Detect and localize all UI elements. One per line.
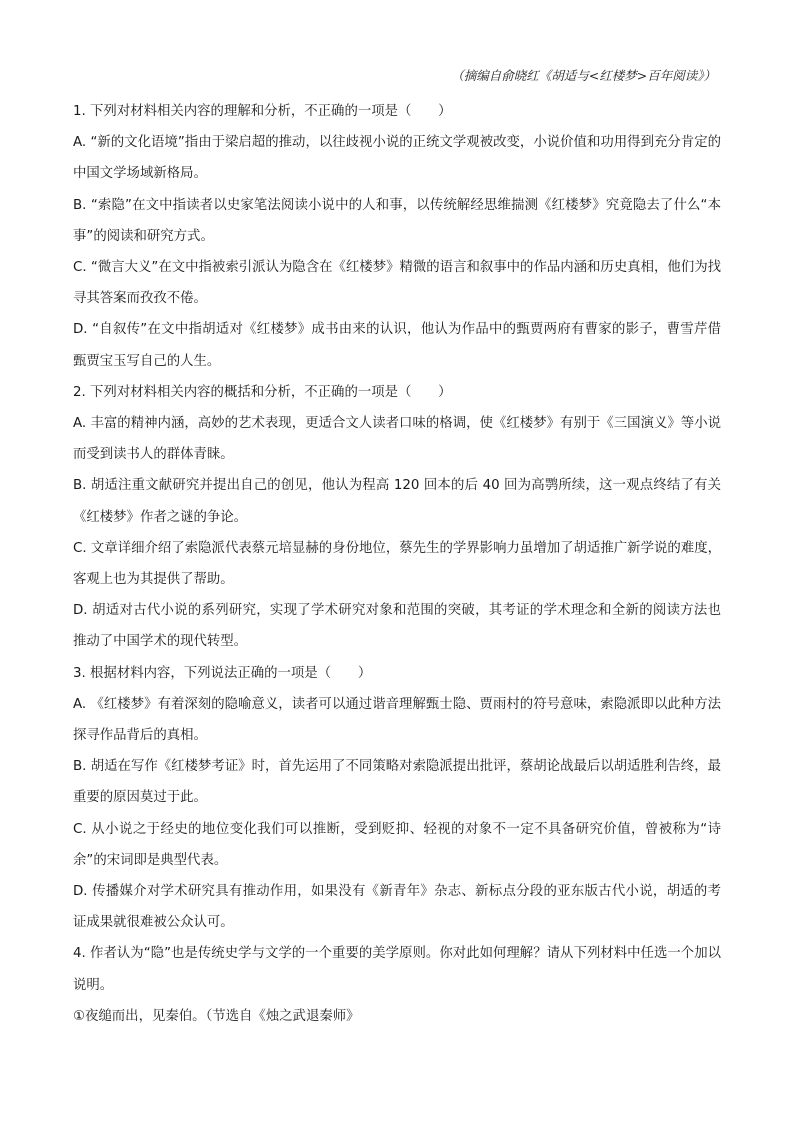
question-1-option-d: D. “自叙传”在文中指胡适对《红楼梦》成书由来的认识，他认为作品中的甄贾两府有曹家的影子，曹雪芹借甄贾宝玉写自己的人生。 xyxy=(73,322,721,369)
source-citation: （摘编自俞晓红《胡适与<红楼梦>百年阅读》） xyxy=(451,68,716,83)
question-3-option-b: B. 胡适在写作《红楼梦考证》时，首先运用了不同策略对索隐派提出批评，蔡胡论战最后以胡适胜利告终，最重要的原因莫过于此。 xyxy=(73,759,721,806)
question-3-option-d: D. 传播媒介对学术研究具有推动作用，如果没有《新青年》杂志、新标点分段的亚东版古代小说，胡适的考证成果就很难被公众认可。 xyxy=(73,884,721,931)
question-3-option-a: A. 《红楼梦》有着深刻的隐喻意义，读者可以通过谐音理解甄士隐、贾雨村的符号意味，索隐派即以此种方法探寻作品背后的真相。 xyxy=(73,696,721,744)
question-2-option-a: A. 丰富的精神内涵，高妙的艺术表现，更适合文人读者口味的格调，使《红楼梦》有别于《三国演义》等小说而受到读书人的群体青睐。 xyxy=(73,416,721,463)
question-4-material-1: ①夜缒而出，见秦伯。（节选自《烛之武退秦师》 xyxy=(73,1008,360,1024)
question-2-option-b: B. 胡适注重文献研究并提出自己的创见，他认为程高 120 回本的后 40 回为高鹗所续，这一观点终结了有关《红楼梦》作者之谜的争论。 xyxy=(73,478,721,525)
question-1-stem: 1. 下列对材料相关内容的理解和分析，不正确的一项是（ ） xyxy=(73,104,452,119)
question-2-stem: 2. 下列对材料相关内容的概括和分析，不正确的一项是（ ） xyxy=(73,384,452,400)
question-3-option-c: C. 从小说之于经史的地位变化我们可以推断，受到贬抑、轻视的对象不一定不具备研究价值，曾被称为“诗余”的宋词即是典型代表。 xyxy=(73,821,721,868)
question-1-option-b: B. “索隐”在文中指读者以史家笔法阅读小说中的人和事，以传统解经思维揣测《红楼梦》究竟隐去了什么“本事”的阅读和研究方式。 xyxy=(73,197,721,244)
question-3-stem: 3. 根据材料内容，下列说法正确的一项是（ ） xyxy=(73,665,372,681)
question-4-stem: 4. 作者认为“隐”也是传统史学与文学的一个重要的美学原则。你对此如何理解？请从下列材料中任选一个加以说明。 xyxy=(73,946,721,993)
question-2-option-c: C. 文章详细介绍了索隐派代表蔡元培显赫的身份地位，蔡先生的学界影响力虽增加了胡适推广新学说的难度，客观上也为其提供了帮助。 xyxy=(73,540,721,588)
question-list xyxy=(73,96,721,1032)
question-1-option-c: C. “微言大义”在文中指被索引派认为隐含在《红楼梦》精微的语言和叙事中的作品内涵和历史真相，他们为找寻其答案而孜孜不倦。 xyxy=(73,260,721,307)
question-1-option-a: A. “新的文化语境”指由于梁启超的推动，以往歧视小说的正统文学观被改变，小说价值和功用得到充分肯定的中国文学场域新格局。 xyxy=(73,135,721,182)
question-2-option-d: D. 胡适对古代小说的系列研究，实现了学术研究对象和范围的突破，其考证的学术理念和全新的阅读方法也推动了中国学术的现代转型。 xyxy=(73,603,721,650)
